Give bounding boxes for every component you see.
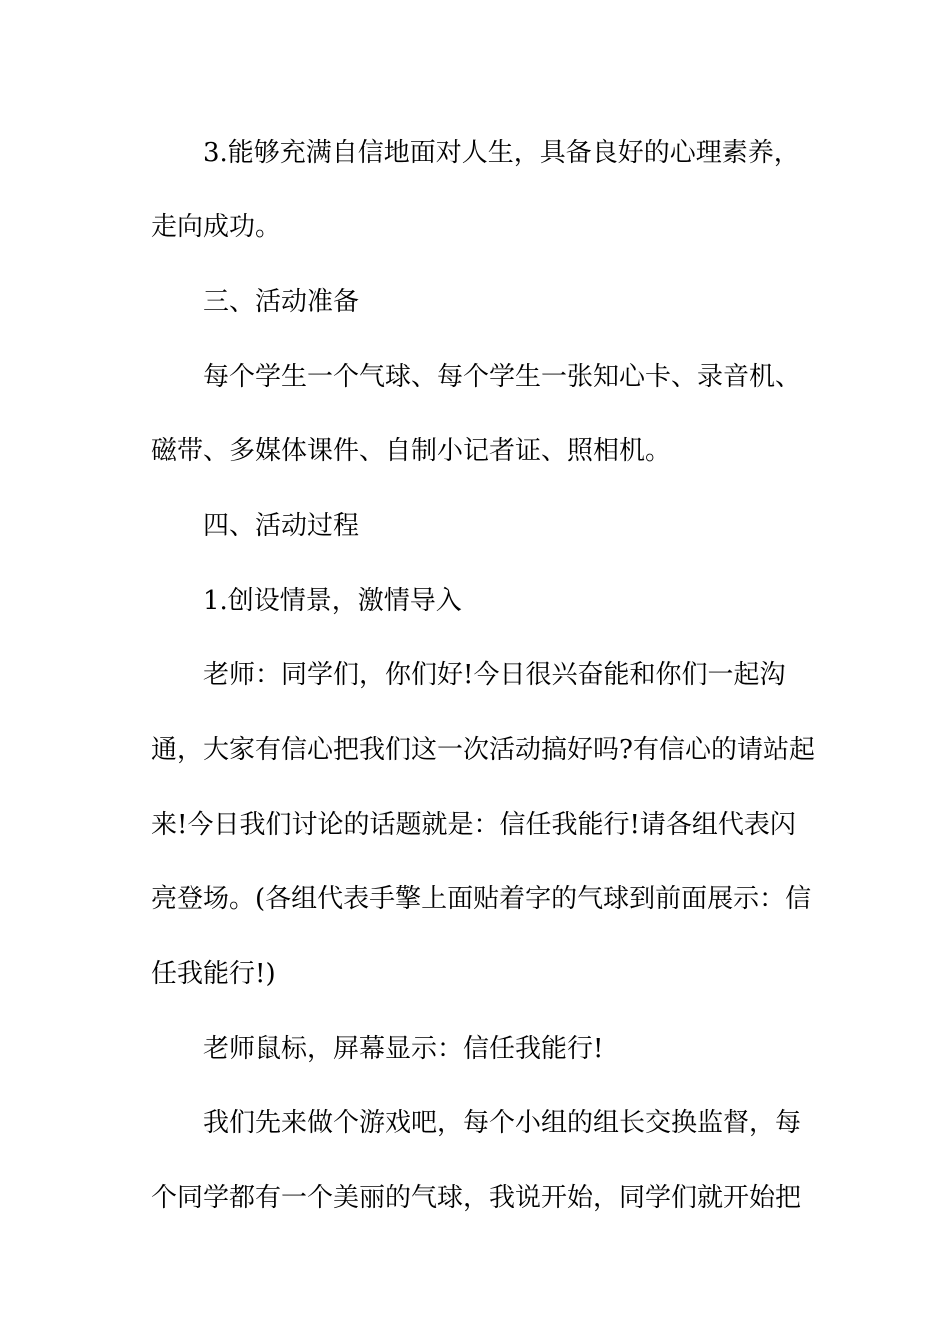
text-line: 老师鼠标，屏幕显示：信任我能行! [203, 1034, 604, 1064]
subsection-heading: 1.创设情景，激情导入 [203, 586, 462, 616]
text-line: 个同学都有一个美丽的气球，我说开始，同学们就开始把 [151, 1183, 802, 1213]
text-line: 每个学生一个气球、每个学生一张知心卡、录音机、 [203, 362, 802, 392]
section-heading: 三、活动准备 [203, 287, 360, 317]
text-line: 老师：同学们，你们好!今日很兴奋能和你们一起沟 [203, 660, 786, 690]
text-line: 我们先来做个游戏吧，每个小组的组长交换监督，每 [203, 1108, 802, 1138]
text-line: 通，大家有信心把我们这一次活动搞好吗?有信心的请站起 [151, 735, 815, 765]
text-line: 磁带、多媒体课件、自制小记者证、照相机。 [151, 436, 672, 466]
text-line: 3.能够充满自信地面对人生，具备良好的心理素养， [203, 138, 800, 168]
text-line: 来!今日我们讨论的话题就是：信任我能行!请各组代表闪 [151, 810, 796, 840]
text-line: 任我能行!) [151, 959, 276, 989]
text-line: 亮登场。(各组代表手擎上面贴着字的气球到前面展示：信 [151, 884, 812, 914]
text-line: 走向成功。 [151, 212, 282, 242]
section-heading: 四、活动过程 [203, 511, 360, 541]
